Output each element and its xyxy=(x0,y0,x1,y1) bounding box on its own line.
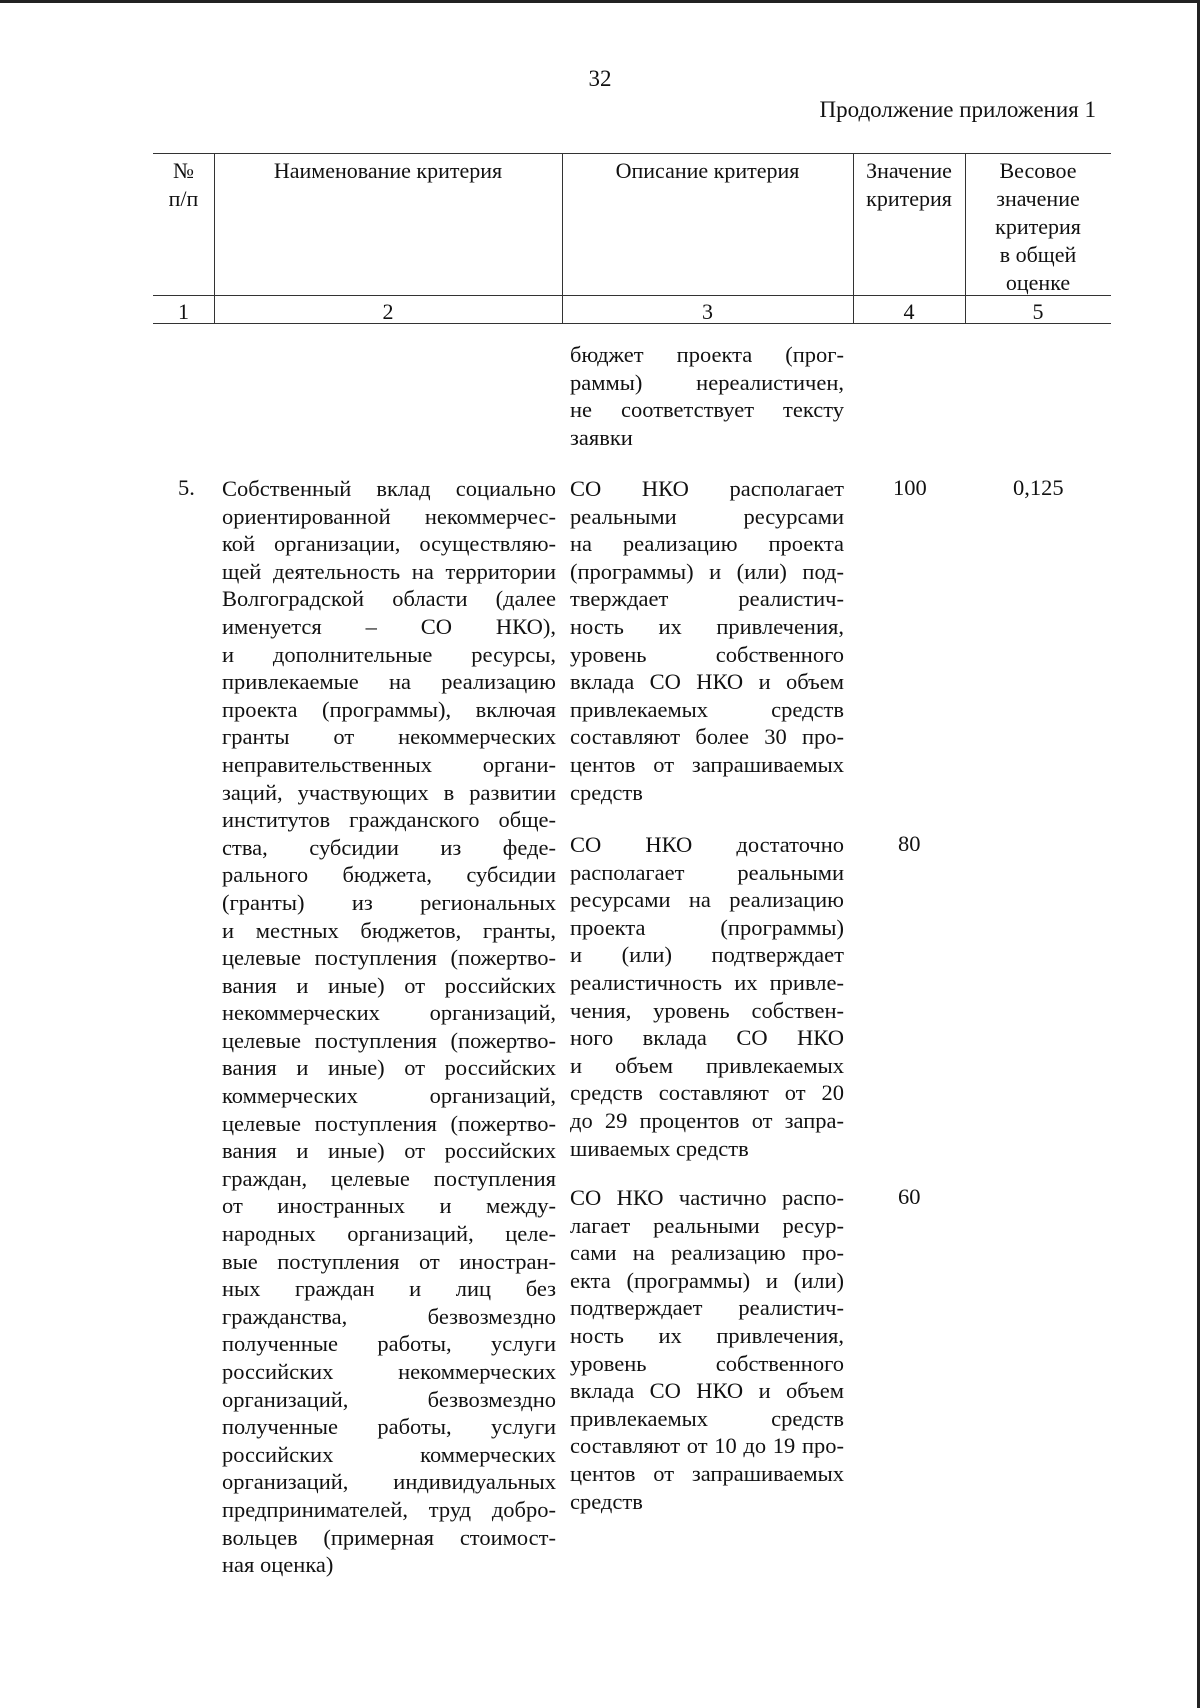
text-line: лагает реальными ресур- xyxy=(570,1212,844,1238)
header-col-number-line1: № xyxy=(173,158,194,183)
text-line: коммерческих организаций, xyxy=(222,1083,556,1109)
text-line: ность их привлечения, xyxy=(570,1322,844,1348)
text-line: центов от запрашиваемых xyxy=(570,1460,844,1486)
text-line: полученные работы, услуги xyxy=(222,1414,556,1440)
text-line: ность их привлечения, xyxy=(570,613,844,639)
scan-border-top xyxy=(0,0,1200,3)
text-line: кой организации, осуществляю- xyxy=(222,531,556,557)
criterion-name xyxy=(222,475,556,1579)
text-line: составляют от 10 до 19 про- xyxy=(570,1433,844,1459)
text-line: уровень собственного xyxy=(570,1350,844,1376)
header-col-weight-line5: оценке xyxy=(1005,270,1071,295)
text-line: ная оценка) xyxy=(222,1552,334,1578)
header-col-weight-line4: в общей xyxy=(999,242,1077,267)
header-top-rule xyxy=(153,153,1111,154)
text-line: вые поступления от иностран- xyxy=(222,1248,556,1274)
column-number-4: 4 xyxy=(903,299,915,324)
text-line: от иностранных и между- xyxy=(222,1193,556,1219)
text-line: граждан, целевые поступления xyxy=(222,1165,556,1191)
column-number-1: 1 xyxy=(178,299,189,324)
text-line: располагает реальными xyxy=(570,859,844,885)
text-line: СО НКО частично распо- xyxy=(570,1185,844,1210)
text-line: целевые поступления (пожертво- xyxy=(222,1110,556,1136)
header-col-weight-line1: Весовое xyxy=(999,158,1077,183)
header-col-number-line2: п/п xyxy=(168,186,199,211)
text-line: именуется – СО НКО), xyxy=(222,613,556,639)
text-line: средств составляют от 20 xyxy=(570,1080,844,1106)
text-line: раммы) нереалистичен, xyxy=(570,369,844,395)
header-col-description-text: Описание критерия xyxy=(615,158,800,183)
text-line: Собственный вклад социально xyxy=(222,476,556,501)
text-line: гранты от некоммерческих xyxy=(222,724,556,750)
header-col-name xyxy=(214,157,562,185)
text-line: привлекаемых средств xyxy=(570,696,844,722)
text-line: шиваемых средств xyxy=(570,1135,749,1161)
text-line: вания и иные) от российских xyxy=(222,1138,556,1164)
text-line: заявки xyxy=(570,424,633,450)
text-line: чения, уровень собствен- xyxy=(570,997,844,1023)
header-col-value-line1: Значение xyxy=(866,158,952,183)
text-line: проекта (программы) xyxy=(570,914,844,940)
text-line: и местных бюджетов, гранты, xyxy=(222,917,556,943)
column-number-3: 3 xyxy=(702,299,713,324)
text-line: привлекаемые на реализацию xyxy=(222,669,556,695)
appendix-continuation-note: Продолжение приложения 1 xyxy=(819,97,1096,122)
header-col-value-line2: критерия xyxy=(866,186,952,211)
text-line: тверждает реалистич- xyxy=(570,586,844,612)
header-col-weight-line3: критерия xyxy=(995,214,1081,239)
text-line: гражданства, безвозмездно xyxy=(222,1303,556,1329)
text-line: и дополнительные ресурсы, xyxy=(222,641,556,667)
text-line: СО НКО располагает xyxy=(570,476,844,501)
text-line: Волгоградской области (далее xyxy=(222,586,556,612)
criterion-value-80: 80 xyxy=(898,831,921,856)
text-line: ресурсами на реализацию xyxy=(570,887,844,913)
criterion-description-60 xyxy=(570,1184,844,1515)
row-number: 5. xyxy=(178,475,195,500)
text-line: рального бюджета, субсидии xyxy=(222,862,556,888)
text-line: сами на реализацию про- xyxy=(570,1240,844,1266)
page-number: 32 xyxy=(588,66,612,91)
text-line: некоммерческих организаций, xyxy=(222,1000,556,1026)
text-line: (гранты) из региональных xyxy=(222,889,556,915)
text-line: вания и иные) от российских xyxy=(222,1055,556,1081)
text-line: неправительственных органи- xyxy=(222,751,556,777)
text-line: полученные работы, услуги xyxy=(222,1331,556,1357)
text-line: российских некоммерческих xyxy=(222,1359,556,1384)
text-line: центов от запрашиваемых xyxy=(570,751,844,777)
text-line: и объем привлекаемых xyxy=(570,1052,844,1078)
continuation-description xyxy=(570,341,844,451)
header-col-weight xyxy=(965,157,1111,297)
text-line: вклада СО НКО и объем xyxy=(570,1378,844,1404)
criterion-weight: 0,125 xyxy=(1013,475,1064,500)
text-line: целевые поступления (пожертво- xyxy=(222,945,556,971)
text-line: до 29 процентов от запра- xyxy=(570,1107,844,1133)
text-line: не соответствует тексту xyxy=(570,397,844,423)
text-line: уровень собственного xyxy=(570,641,844,667)
text-line: реальными ресурсами xyxy=(570,503,844,529)
text-line: ных граждан и лиц без xyxy=(222,1276,556,1302)
text-line: ного вклада СО НКО xyxy=(570,1025,844,1051)
text-line: щей деятельность на территории xyxy=(222,558,556,584)
header-col-weight-line2: значение xyxy=(996,186,1080,211)
text-line: вания и иные) от российских xyxy=(222,972,556,998)
text-line: проекта (программы), включая xyxy=(222,696,556,722)
criterion-value-100: 100 xyxy=(893,475,927,500)
header-col-name-text: Наименование критерия xyxy=(273,158,503,183)
text-line: средств xyxy=(570,779,643,805)
text-line: российских коммерческих xyxy=(222,1441,556,1467)
header-col-value xyxy=(853,157,965,213)
text-line: институтов гражданского обще- xyxy=(222,807,556,833)
text-line: организаций, безвозмездно xyxy=(222,1386,556,1412)
text-line: вклада СО НКО и объем xyxy=(570,669,844,695)
criterion-description-100 xyxy=(570,475,844,806)
header-col-number xyxy=(153,157,214,213)
column-number-5: 5 xyxy=(1032,299,1044,324)
text-line: организаций, индивидуальных xyxy=(222,1469,556,1495)
text-line: ства, субсидии из феде- xyxy=(222,834,556,860)
text-line: СО НКО достаточно xyxy=(570,832,844,857)
header-col-description xyxy=(562,157,853,185)
text-line: средств xyxy=(570,1488,643,1514)
text-line: составляют более 30 про- xyxy=(570,724,844,750)
criterion-description-80 xyxy=(570,831,844,1162)
text-line: заций, участвующих в развитии xyxy=(222,779,556,805)
text-line: вольцев (примерная стоимост- xyxy=(222,1524,556,1550)
text-line: целевые поступления (пожертво- xyxy=(222,1027,556,1053)
text-line: подтверждает реалистич- xyxy=(570,1295,844,1321)
text-line: и (или) подтверждает xyxy=(570,942,844,968)
text-line: на реализацию проекта xyxy=(570,531,844,557)
text-line: реалистичность их привле- xyxy=(570,969,844,995)
text-line: ориентированной некоммерчес- xyxy=(222,503,556,529)
text-line: народных организаций, целе- xyxy=(222,1221,556,1247)
text-line: екта (программы) и (или) xyxy=(570,1267,844,1293)
text-line: (программы) и (или) под- xyxy=(570,558,844,584)
text-line: привлекаемых средств xyxy=(570,1405,844,1431)
criterion-value-60: 60 xyxy=(898,1184,921,1209)
text-line: предпринимателей, труд добро- xyxy=(222,1496,556,1522)
text-line: бюджет проекта (прог- xyxy=(570,342,844,367)
column-number-2: 2 xyxy=(382,299,394,324)
